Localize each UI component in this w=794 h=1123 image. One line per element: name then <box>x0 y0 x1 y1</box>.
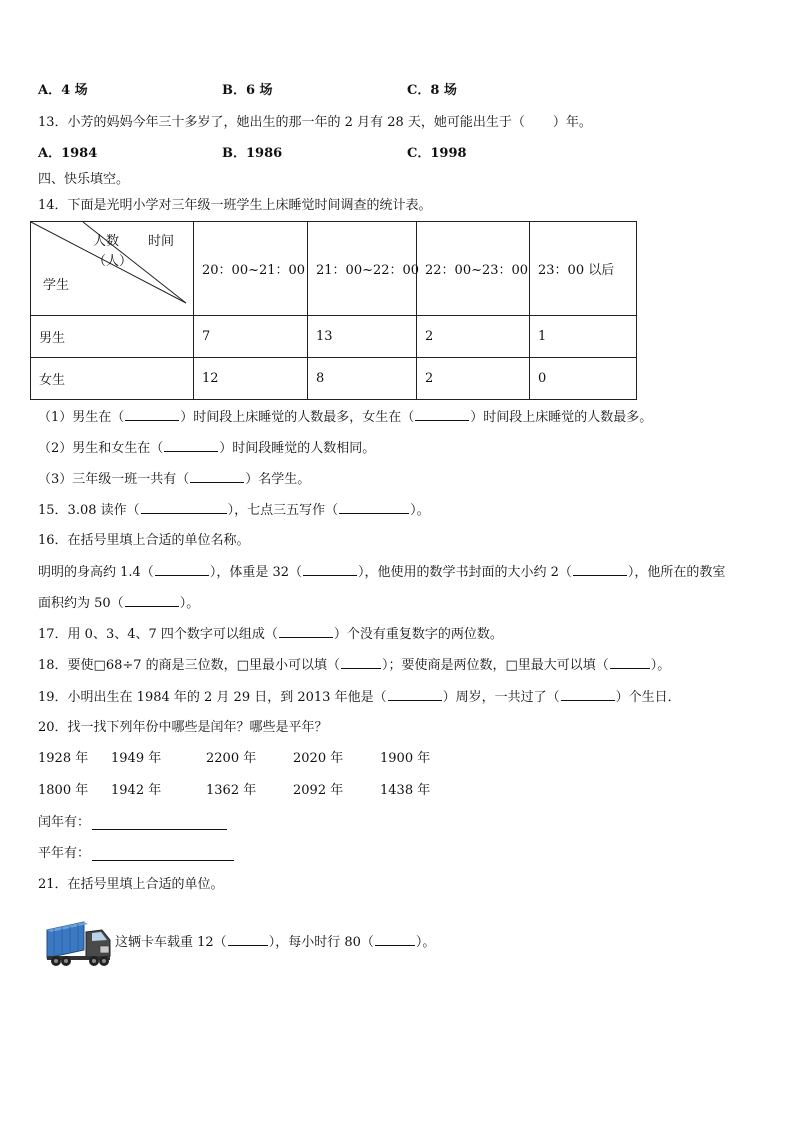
table-cell: 2 <box>417 316 530 358</box>
q13-blank <box>526 114 552 126</box>
q13-option-a: A．1984 <box>38 146 98 161</box>
q14-title: 14．下面是光明小学对三年级一班学生上床睡觉时间调查的统计表。 <box>38 198 432 213</box>
year-item: 1900 年 <box>380 751 431 766</box>
column-header: 22：00~23：00 <box>417 222 530 316</box>
q14-sub1-text: ）时间段上床睡觉的人数最多，女生在（ <box>180 410 415 425</box>
q12-option-c: C．8 场 <box>407 83 457 98</box>
q19-text: 19．小明出生在 1984 年的 2 月 29 日，到 2013 年他是（ <box>38 690 387 705</box>
q13-text-after: ）年。 <box>552 115 592 130</box>
q19-text: ）个生日． <box>615 690 681 705</box>
q16-line2 <box>38 594 199 613</box>
q18-text: ）；要使商是两位数，□里最大可以填（ <box>381 658 609 673</box>
year-item: 1438 年 <box>380 783 431 798</box>
sleep-time-table <box>30 221 636 399</box>
answer-blank[interactable] <box>339 501 409 514</box>
q14-sub2-text: （2）男生和女生在（ <box>38 441 164 456</box>
q19-text: ）周岁，一共过了（ <box>442 690 560 705</box>
q14-sub2-text: ）时间段睡觉的人数相同。 <box>219 441 376 456</box>
q15-text: 15．3.08 读作（ <box>38 503 140 518</box>
truck-icon <box>44 918 114 968</box>
q14-sub1-text: （1）男生在（ <box>38 410 125 425</box>
q20-title: 20．找一找下列年份中哪些是闰年？哪些是平年？ <box>38 720 328 735</box>
year-item: 1928 年 <box>38 751 89 766</box>
answer-blank[interactable] <box>415 408 469 421</box>
q14-sub3-text: （3）三年级一班一共有（ <box>38 472 190 487</box>
corner-student-label: 学生 <box>43 278 70 293</box>
q18-text: 18．要使□68÷7 的商是三位数，□里最小可以填（ <box>38 658 340 673</box>
q15-question <box>38 501 430 520</box>
year-item: 1800 年 <box>38 783 89 798</box>
q16-text: 明明的身高约 1.4（ <box>38 565 154 580</box>
q18-question <box>38 656 670 675</box>
q18-text: ）。 <box>650 658 671 673</box>
table-cell: 7 <box>194 316 308 358</box>
q13-question <box>38 114 592 132</box>
row-label: 女生 <box>31 358 194 400</box>
table-cell: 13 <box>308 316 417 358</box>
q14-sub3-text: ）名学生。 <box>245 472 311 487</box>
table-cell: 8 <box>308 358 417 400</box>
answer-blank[interactable] <box>375 933 415 946</box>
common-years-label: 平年有： <box>38 846 91 861</box>
q16-text: ），体重是 32（ <box>209 565 302 580</box>
year-item: 2200 年 <box>206 751 257 766</box>
q16-line1 <box>38 563 725 582</box>
q14-sub1 <box>38 408 652 427</box>
table-header-row <box>31 222 637 316</box>
corner-time-label: 时间 <box>148 234 175 249</box>
table-cell: 1 <box>530 316 637 358</box>
q16-title: 16．在括号里填上合适的单位名称。 <box>38 533 250 548</box>
q12-option-a: A．4 场 <box>38 83 88 98</box>
answer-blank[interactable] <box>125 408 179 421</box>
q14-sub2 <box>38 439 375 458</box>
q14-sub3 <box>38 470 310 489</box>
q17-question <box>38 625 503 644</box>
q13-option-c: C．1998 <box>407 146 467 161</box>
answer-blank[interactable] <box>610 656 650 669</box>
q21-text: 这辆卡车载重 12（ <box>115 935 227 950</box>
leap-years-answer-line[interactable] <box>92 829 227 830</box>
year-item: 1949 年 <box>111 751 162 766</box>
answer-blank[interactable] <box>303 563 357 576</box>
answer-blank[interactable] <box>125 594 179 607</box>
q14-sub1-text: ）时间段上床睡觉的人数最多。 <box>470 410 653 425</box>
q15-text: ），七点三五写作（ <box>227 503 339 518</box>
answer-blank[interactable] <box>155 563 209 576</box>
q17-text: 17．用 0、3、4、7 四个数字可以组成（ <box>38 627 278 642</box>
leap-years-label: 闰年有： <box>38 815 91 830</box>
year-item: 2092 年 <box>293 783 344 798</box>
q21-text: ）。 <box>415 935 436 950</box>
table-corner-cell <box>31 222 194 316</box>
column-header: 21：00~22：00 <box>308 222 417 316</box>
q16-text: 面积约为 50（ <box>38 596 124 611</box>
answer-blank[interactable] <box>164 439 218 452</box>
row-label: 男生 <box>31 316 194 358</box>
table-row-boys <box>31 316 637 358</box>
common-years-answer-line[interactable] <box>92 860 234 861</box>
q21-question <box>115 933 435 952</box>
table-cell: 0 <box>530 358 637 400</box>
corner-count-label: 人数 <box>93 234 120 249</box>
q17-text: ）个没有重复数字的两位数。 <box>333 627 503 642</box>
corner-unit-label: （人） <box>93 254 133 269</box>
answer-blank[interactable] <box>341 656 381 669</box>
answer-blank[interactable] <box>573 563 627 576</box>
q13-text-before: 13．小芳的妈妈今年三十多岁了，她出生的那一年的 2 月有 28 天，她可能出生于（ <box>38 115 525 130</box>
year-item: 1362 年 <box>206 783 257 798</box>
q16-text: ）。 <box>179 596 200 611</box>
table-cell: 12 <box>194 358 308 400</box>
section-heading: 四、快乐填空。 <box>38 172 130 187</box>
column-header: 23：00 以后 <box>530 222 637 316</box>
q15-text: ）。 <box>410 503 430 518</box>
q21-text: ），每小时行 80（ <box>268 935 374 950</box>
q19-question <box>38 688 681 707</box>
answer-blank[interactable] <box>141 501 227 514</box>
answer-blank[interactable] <box>228 933 268 946</box>
q16-text: ），他使用的数学书封面的大小约 2（ <box>358 565 572 580</box>
q13-option-b: B．1986 <box>222 146 283 161</box>
q16-text: ），他所在的教室 <box>627 565 726 580</box>
answer-blank[interactable] <box>190 470 244 483</box>
table-row-girls <box>31 358 637 400</box>
table-cell: 2 <box>417 358 530 400</box>
answer-blank[interactable] <box>388 688 442 701</box>
answer-blank[interactable] <box>561 688 615 701</box>
q12-option-b: B．6 场 <box>222 83 273 98</box>
year-item: 2020 年 <box>293 751 344 766</box>
answer-blank[interactable] <box>279 625 333 638</box>
year-item: 1942 年 <box>111 783 162 798</box>
q21-title: 21．在括号里填上合适的单位。 <box>38 877 224 892</box>
column-header: 20：00~21：00 <box>194 222 308 316</box>
